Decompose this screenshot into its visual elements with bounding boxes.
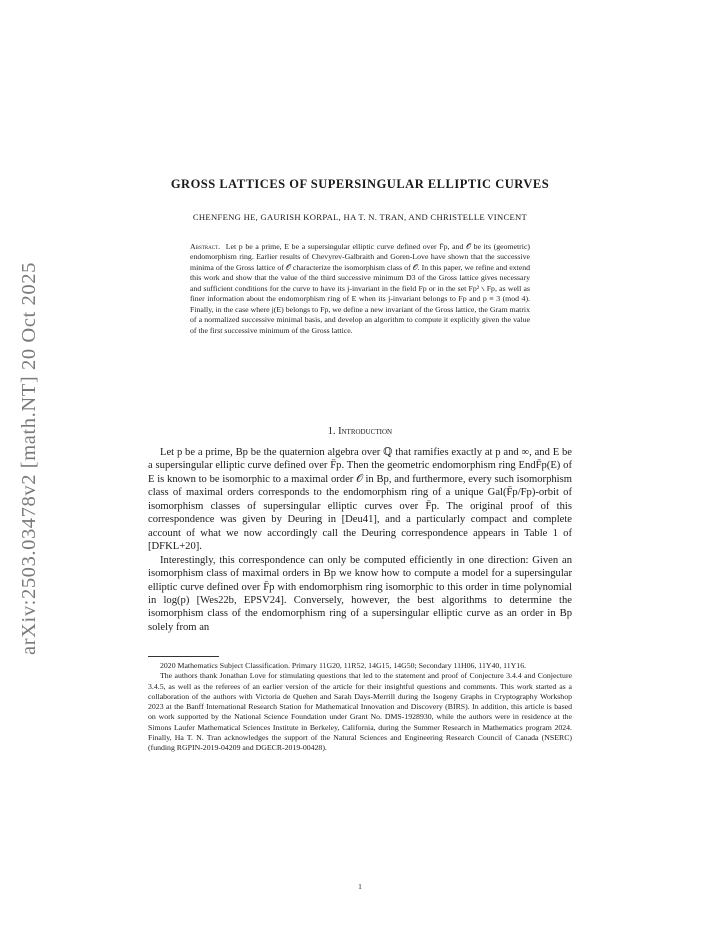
- footnote-classification: 2020 Mathematics Subject Classification. Primary 11G20, 11R52, 14G15, 14G50; Secondary 11H06, 11Y40, 11Y16.: [160, 661, 527, 670]
- author-list: CHENFENG HE, GAURISH KORPAL, HA T. N. TRAN, AND CHRISTELLE VINCENT: [192, 212, 528, 222]
- paper-title: GROSS LATTICES OF SUPERSINGULAR ELLIPTIC CURVES: [170, 177, 550, 191]
- body-paragraph: Let p be a prime, Bp be the quaternion algebra over ℚ that ramifies exactly at p and ∞, and E be a supersingular elliptic curve defined over F̄p. Then the geometric endomorphism ring EndF̄p(E) of E is known to be isomorphic to a maximal order 𝒪 in Bp, and furthermore, every such isomorphism class of maximal orders corresponds to the endomorphism ring of a unique Gal(F̄p/Fp)-orbit of isomorphism classes of supersingular elliptic curves over F̄p. The original proof of this correspondence was given by Deuring in [Deu41], and a particularly compact and complete account of what we now accordingly call the Deuring correspondence appears in Table 1 of [DFKL+20].: [148, 447, 572, 553]
- abstract-label: Abstract.: [190, 242, 221, 251]
- arxiv-identifier-stamp: arXiv:2503.03478v2 [math.NT] 20 Oct 2025: [18, 262, 40, 655]
- footnote-rule: [148, 656, 219, 657]
- introduction-body: [148, 446, 572, 634]
- footnote-acknowledgements: The authors thank Jonathan Love for stimulating questions that led to the statement and proof of Conjecture 3.4.4 and Conjecture 3.4.5, as well as the referees of an earlier version of the article for their insightful questions and comments. This work started as a collaboration of the authors with Victoria de Quehen and Sarah Days-Merrill during the Isogeny Graphs in Cryptography Workshop 2023 at the Banff International Research Station for Mathematical Innovation and Discovery (BIRS). In addition, this article is based on work supported by the National Science Foundation under Grant No. DMS-1928930, while the authors were in residence at the Simons Laufer Mathematical Sciences Institute in Berkeley, California, during the Summer Research in Mathematics program 2024. Finally, Ha T. N. Tran acknowledges the support of the Natural Sciences and Engineering Research Council of Canada (NSERC) (funding RGPIN-2019-04209 and DGECR-2019-00428).: [148, 671, 572, 753]
- abstract: [190, 242, 530, 336]
- abstract-text: Let p be a prime, E be a supersingular elliptic curve defined over F̄p, and 𝒪 be its (geometric) endomorphism ring. Earlier results of Chevyrev-Galbraith and Goren-Love have shown that the successive minima of the Gross lattice of 𝒪 characterize the isomorphism class of 𝒪. In this paper, we refine and extend this work and show that the value of the third successive minimum D3 of the Gross lattice gives necessary and sufficient conditions for the curve to have its j-invariant in the field Fp or in the set Fp² ∖ Fp, as well as finer information about the endomorphism ring of E when its j-invariant belongs to Fp and p ≡ 3 (mod 4). Finally, in the case where j(E) belongs to Fp, we define a new invariant of the Gross lattice, the Gram matrix of a normalized successive minimal basis, and develop an algorithm to compute it explicitly given the value of the first successive minimum of the Gross lattice.: [190, 242, 530, 335]
- page-number: 1: [358, 882, 362, 891]
- body-paragraph: Interestingly, this correspondence can only be computed efficiently in one direction: Given an isomorphism class of maximal orders in Bp we know how to compute a model for a supersingular elliptic curve defined over F̄p with endomorphism ring isomorphic to this order in time polynomial in log(p) [Wes22b, EPSV24]. Conversely, however, the best algorithms to determine the isomorphism class of the endomorphism ring of a supersingular elliptic curve as an order in Bp solely from an: [148, 554, 572, 633]
- footnotes: [148, 661, 572, 754]
- section-heading-introduction: 1. Introduction: [327, 426, 393, 437]
